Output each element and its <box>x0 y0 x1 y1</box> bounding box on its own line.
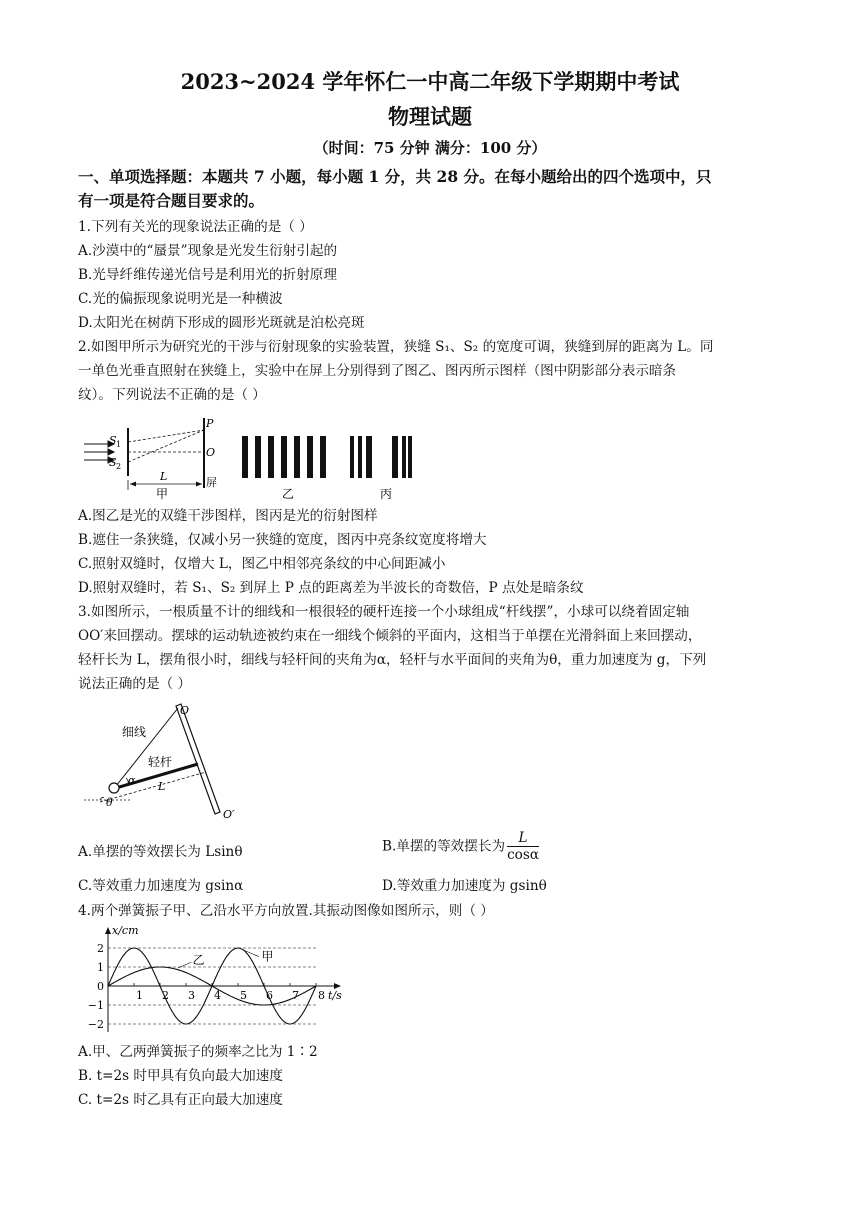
label-o-prime: O′ <box>223 808 235 821</box>
label-thread: 细线 <box>122 725 147 739</box>
q2-stem-line2: 一单色光垂直照射在狭缝上，实验中在屏上分别得到了图乙、图丙所示图样（图中阴影部分表示暗条 <box>78 363 677 379</box>
q2-stem-line3: 纹）。下列说法不正确的是（ ） <box>78 387 266 403</box>
section-heading-line1: 一、单项选择题：本题共 7 小题，每小题 1 分，共 28 分。在每小题给出的四个选项中，只 <box>78 167 712 186</box>
label-s1: S <box>109 434 117 447</box>
label-s2: S <box>109 456 117 469</box>
label-l: L <box>160 470 168 483</box>
q3-option-b-numerator: L <box>507 830 539 847</box>
series-label-yi: 乙 <box>192 953 205 968</box>
thread-line <box>116 708 178 786</box>
slit-rays <box>128 430 204 462</box>
q3-stem-line2: OO′来回摆动。摆球的运动轨迹被约束在一细线个倾斜的平面内，这相当于单摆在光滑斜面上来回摆动， <box>78 628 702 644</box>
q3-option-a: A.单摆的等效摆长为 Lsinθ <box>78 844 243 860</box>
x-tick-label: 4 <box>214 989 221 1002</box>
y-tick-label: 1 <box>97 961 104 974</box>
q2-option-c: C.照射双缝时，仅增大 L，图乙中相邻亮条纹的中心间距减小 <box>78 556 446 572</box>
x-tick-label: 5 <box>240 989 247 1002</box>
label-yi: 乙 <box>282 487 295 501</box>
y-tick-label: 2 <box>97 942 104 955</box>
q3-option-d: D.等效重力加速度为 gsinθ <box>382 878 547 894</box>
q2-option-a: A.图乙是光的双缝干涉图样，图丙是光的衍射图样 <box>78 508 378 524</box>
q3-stem-line3: 轻杆长为 L，摆角很小时，细线与轻杆间的夹角为α，轻杆与水平面间的夹角为θ，重力加速度为 g，下列 <box>78 652 707 668</box>
exam-title: 2023~2024 学年怀仁一中高二年级下学期期中考试 <box>180 69 680 94</box>
label-screen: 屏 <box>206 476 217 489</box>
interference-pattern <box>242 436 326 478</box>
q4-option-c: C. t=2s 时乙具有正向最大加速度 <box>78 1092 283 1108</box>
x-tick-label: 8 <box>318 989 325 1002</box>
q3-option-b-denominator: cosα <box>507 847 540 863</box>
x-tick-label: 1 <box>136 989 143 1002</box>
exam-subject: 物理试题 <box>388 104 472 129</box>
series-label-jia: 甲 <box>261 949 274 964</box>
section-heading-line2: 有一项是符合题目要求的。 <box>78 191 265 210</box>
q1-option-d: D.太阳光在树荫下形成的圆形光斑就是泊松亮斑 <box>78 315 365 331</box>
leader-jia <box>243 950 259 957</box>
exam-meta: （时间：75 分钟 满分：100 分） <box>313 139 547 157</box>
q3-option-b-fraction <box>507 830 539 863</box>
label-theta: θ <box>106 796 113 809</box>
y-axis-arrow <box>105 927 111 934</box>
x-tick-label: 7 <box>292 989 299 1002</box>
y-tick-label: −1 <box>87 999 104 1012</box>
q3-option-c: C.等效重力加速度为 gsinα <box>78 878 244 894</box>
q1-option-b: B.光导纤维传递光信号是利用光的折射原理 <box>78 267 337 283</box>
y-tick-label: −2 <box>87 1018 104 1031</box>
y-tick-label: 0 <box>97 980 104 993</box>
label-p: P <box>206 417 214 430</box>
q2-figure <box>82 414 412 510</box>
q1-option-a: A.沙漠中的“蜃景”现象是光发生衍射引起的 <box>78 243 338 259</box>
label-o: O <box>206 446 216 459</box>
x-tick-label: 2 <box>162 989 169 1002</box>
label-rod: 轻杆 <box>148 755 173 769</box>
q1-option-c: C.光的偏振现象说明光是一种横波 <box>78 291 283 307</box>
q3-figure-svg <box>80 700 250 824</box>
q3-option-b <box>382 830 539 863</box>
label-s1-sub: 1 <box>116 440 122 449</box>
q3-figure <box>80 700 250 828</box>
q2-option-b: B.遮住一条狭缝，仅减小另一狭缝的宽度，图丙中亮条纹宽度将增大 <box>78 532 487 548</box>
q2-stem-line1: 2.如图甲所示为研究光的干涉与衍射现象的实验装置，狭缝 S₁、S₂ 的宽度可调，狭缝到屏的距离为 L。同 <box>78 339 714 355</box>
label-alpha: α <box>128 774 136 787</box>
q2-figure-svg <box>82 414 412 506</box>
x-tick-label: 3 <box>188 989 195 1002</box>
q3-stem-line1: 3.如图所示，一根质量不计的细线和一根很轻的硬杆连接一个小球组成“杆线摆”，小球可以绕着固定轴 <box>78 604 690 620</box>
q2-option-d: D.照射双缝时，若 S₁、S₂ 到屏上 P 点的距离差为半波长的奇数倍，P 点处是暗条纹 <box>78 580 584 596</box>
axis-rod <box>176 704 220 814</box>
y-axis-label: x/cm <box>112 924 139 937</box>
pendulum-ball <box>109 783 119 793</box>
diffraction-pattern <box>350 436 412 478</box>
label-s2-sub: 2 <box>116 462 122 471</box>
label-o: O <box>180 704 190 717</box>
q4-chart <box>80 924 350 1040</box>
x-axis-label: t/s <box>328 989 342 1002</box>
label-l: L <box>158 780 166 793</box>
x-tick-label: 6 <box>266 989 273 1002</box>
q4-option-a: A.甲、乙两弹簧振子的频率之比为 1∶2 <box>78 1044 318 1060</box>
q3-option-b-prefix: B.单摆的等效摆长为 <box>382 838 506 855</box>
q3-stem-line4: 说法正确的是（ ） <box>78 676 192 692</box>
q4-stem: 4.两个弹簧振子甲、乙沿水平方向放置.其振动图像如图所示，则（ ） <box>78 903 494 919</box>
q4-option-b: B. t=2s 时甲具有负向最大加速度 <box>78 1068 283 1084</box>
label-jia: 甲 <box>156 487 169 501</box>
q1-stem: 1.下列有关光的现象说法正确的是（ ） <box>78 219 313 235</box>
label-bing: 丙 <box>380 487 393 501</box>
q4-chart-svg <box>80 924 350 1036</box>
